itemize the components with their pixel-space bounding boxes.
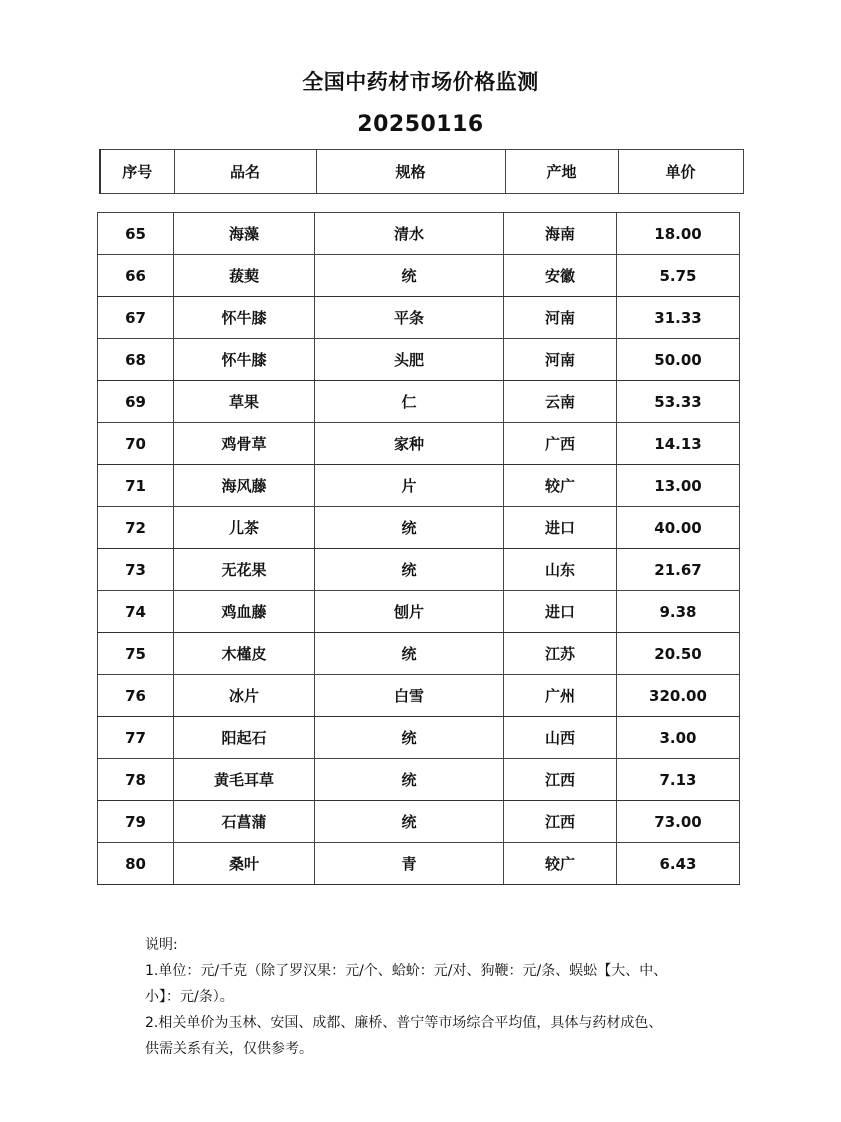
notes-line-2b: 供需关系有关，仅供参考。 xyxy=(145,1041,313,1057)
cell-origin: 江苏 xyxy=(504,633,617,675)
cell-name: 菝葜 xyxy=(174,255,315,297)
cell-spec: 统 xyxy=(315,549,504,591)
cell-price: 9.38 xyxy=(617,591,740,633)
cell-price: 7.13 xyxy=(617,759,740,801)
cell-price: 6.43 xyxy=(617,843,740,885)
table-row xyxy=(98,465,740,507)
cell-price: 21.67 xyxy=(617,549,740,591)
cell-spec: 仁 xyxy=(315,381,504,423)
table-row xyxy=(98,381,740,423)
table-row xyxy=(98,591,740,633)
table-row xyxy=(98,633,740,675)
cell-price: 5.75 xyxy=(617,255,740,297)
table-row xyxy=(98,297,740,339)
table-row xyxy=(98,507,740,549)
cell-price: 14.13 xyxy=(617,423,740,465)
cell-spec: 统 xyxy=(315,801,504,843)
notes-line-2: 2.相关单价为玉林、安国、成都、廉桥、普宁等市场综合平均值，具体与药材成色、 xyxy=(145,1015,663,1031)
cell-name: 木槿皮 xyxy=(174,633,315,675)
cell-index: 80 xyxy=(98,843,174,885)
cell-price: 3.00 xyxy=(617,717,740,759)
cell-index: 72 xyxy=(98,507,174,549)
header-spec: 规格 xyxy=(316,150,505,194)
cell-origin: 进口 xyxy=(504,591,617,633)
cell-index: 77 xyxy=(98,717,174,759)
header-row xyxy=(100,150,743,194)
cell-spec: 头肥 xyxy=(315,339,504,381)
report-date: 20250116 xyxy=(357,112,484,137)
cell-spec: 平条 xyxy=(315,297,504,339)
table-body xyxy=(98,213,740,885)
table-row xyxy=(98,675,740,717)
cell-index: 67 xyxy=(98,297,174,339)
cell-price: 31.33 xyxy=(617,297,740,339)
header-origin: 产地 xyxy=(505,150,618,194)
cell-origin: 广州 xyxy=(504,675,617,717)
cell-index: 68 xyxy=(98,339,174,381)
cell-index: 71 xyxy=(98,465,174,507)
table-header xyxy=(99,149,744,194)
cell-origin: 河南 xyxy=(504,339,617,381)
cell-index: 66 xyxy=(98,255,174,297)
cell-name: 海藻 xyxy=(174,213,315,255)
table-row xyxy=(98,213,740,255)
table-row xyxy=(98,255,740,297)
cell-origin: 江西 xyxy=(504,759,617,801)
cell-name: 鸡骨草 xyxy=(174,423,315,465)
cell-name: 黄毛耳草 xyxy=(174,759,315,801)
cell-price: 50.00 xyxy=(617,339,740,381)
cell-index: 78 xyxy=(98,759,174,801)
cell-spec: 刨片 xyxy=(315,591,504,633)
cell-index: 79 xyxy=(98,801,174,843)
cell-price: 13.00 xyxy=(617,465,740,507)
cell-spec: 家种 xyxy=(315,423,504,465)
cell-price: 73.00 xyxy=(617,801,740,843)
cell-origin: 山东 xyxy=(504,549,617,591)
cell-spec: 统 xyxy=(315,255,504,297)
cell-price: 40.00 xyxy=(617,507,740,549)
cell-spec: 白雪 xyxy=(315,675,504,717)
header-name: 品名 xyxy=(174,150,316,194)
cell-origin: 河南 xyxy=(504,297,617,339)
cell-name: 儿茶 xyxy=(174,507,315,549)
cell-index: 73 xyxy=(98,549,174,591)
cell-origin: 较广 xyxy=(504,843,617,885)
header-index: 序号 xyxy=(100,150,174,194)
cell-index: 75 xyxy=(98,633,174,675)
cell-price: 20.50 xyxy=(617,633,740,675)
cell-name: 鸡血藤 xyxy=(174,591,315,633)
cell-origin: 广西 xyxy=(504,423,617,465)
cell-price: 18.00 xyxy=(617,213,740,255)
notes xyxy=(145,932,705,1062)
cell-name: 桑叶 xyxy=(174,843,315,885)
table-row xyxy=(98,717,740,759)
table-row xyxy=(98,423,740,465)
notes-heading: 说明: xyxy=(145,937,178,953)
table-row xyxy=(98,549,740,591)
cell-name: 怀牛膝 xyxy=(174,339,315,381)
cell-name: 冰片 xyxy=(174,675,315,717)
cell-index: 74 xyxy=(98,591,174,633)
cell-name: 无花果 xyxy=(174,549,315,591)
header-price: 单价 xyxy=(618,150,743,194)
cell-index: 76 xyxy=(98,675,174,717)
table-row xyxy=(98,801,740,843)
cell-name: 阳起石 xyxy=(174,717,315,759)
cell-origin: 安徽 xyxy=(504,255,617,297)
cell-origin: 海南 xyxy=(504,213,617,255)
cell-origin: 云南 xyxy=(504,381,617,423)
table-row xyxy=(98,759,740,801)
table-row xyxy=(98,339,740,381)
cell-index: 70 xyxy=(98,423,174,465)
cell-name: 怀牛膝 xyxy=(174,297,315,339)
cell-price: 320.00 xyxy=(617,675,740,717)
cell-price: 53.33 xyxy=(617,381,740,423)
notes-line-1b: 小】：元/条）。 xyxy=(145,989,234,1005)
cell-origin: 山西 xyxy=(504,717,617,759)
cell-index: 65 xyxy=(98,213,174,255)
cell-spec: 片 xyxy=(315,465,504,507)
cell-name: 海风藤 xyxy=(174,465,315,507)
price-table xyxy=(97,212,740,885)
cell-origin: 进口 xyxy=(504,507,617,549)
table-row xyxy=(98,843,740,885)
notes-line-1: 1.单位：元/千克（除了罗汉果：元/个、蛤蚧：元/对、狗鞭：元/条、蜈蚣【大、中、 xyxy=(145,963,668,979)
cell-origin: 较广 xyxy=(504,465,617,507)
cell-spec: 清水 xyxy=(315,213,504,255)
page-title: 全国中药材市场价格监测 xyxy=(302,70,539,94)
cell-index: 69 xyxy=(98,381,174,423)
cell-spec: 统 xyxy=(315,633,504,675)
cell-spec: 统 xyxy=(315,507,504,549)
cell-name: 草果 xyxy=(174,381,315,423)
cell-origin: 江西 xyxy=(504,801,617,843)
cell-spec: 统 xyxy=(315,759,504,801)
cell-spec: 统 xyxy=(315,717,504,759)
cell-name: 石菖蒲 xyxy=(174,801,315,843)
cell-spec: 青 xyxy=(315,843,504,885)
